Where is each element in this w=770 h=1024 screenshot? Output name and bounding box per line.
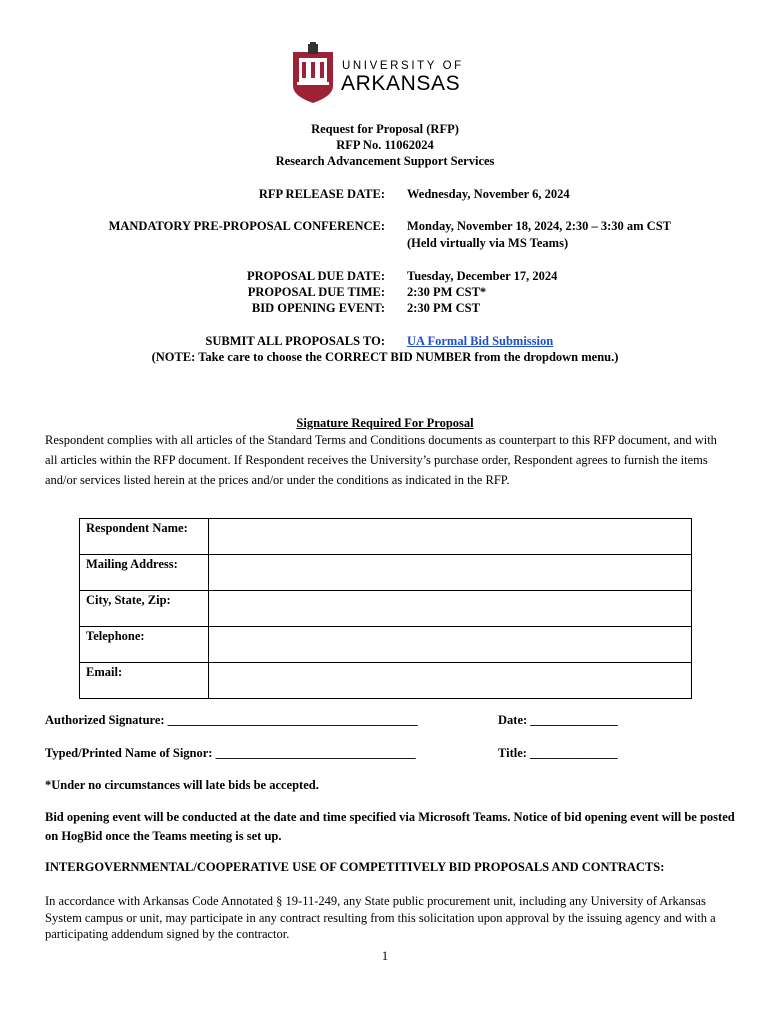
- release-date-value: Wednesday, November 6, 2024: [407, 187, 570, 201]
- typed-name-line[interactable]: Typed/Printed Name of Signor: ________________________________: [45, 746, 416, 760]
- table-row: [80, 627, 692, 663]
- rfp-number: RFP No. 11062024: [336, 138, 434, 152]
- intergov-title: INTERGOVERNMENTAL/COOPERATIVE USE OF COMPETITIVELY BID PROPOSALS AND CONTRACTS:: [45, 860, 665, 874]
- due-date-label: PROPOSAL DUE DATE:: [247, 269, 385, 283]
- mailing-address-field[interactable]: [209, 555, 692, 591]
- table-row: [80, 591, 692, 627]
- rfp-subject: Research Advancement Support Services: [275, 154, 495, 168]
- bid-opening-note: Bid opening event will be conducted at the date and time specified via Microsoft Teams. Notice of bid opening event will be posted on HogBid once the Teams meeting is set up.: [45, 810, 735, 843]
- respondent-name-label: Respondent Name:: [80, 519, 209, 555]
- email-label: Email:: [80, 663, 209, 699]
- rfp-title: Request for Proposal (RFP): [311, 122, 459, 136]
- table-row: [80, 555, 692, 591]
- telephone-label: Telephone:: [80, 627, 209, 663]
- intergov-body: In accordance with Arkansas Code Annotated § 19-11-249, any State public procurement unit, including any University of Arkansas System campus or unit, may participate in any contract resulting from this solicitation upon approval by the issuing agency and with a participating addendum signed by the contractor.: [45, 894, 716, 941]
- respondent-name-field[interactable]: [209, 519, 692, 555]
- title-line[interactable]: Title: ______________: [498, 746, 618, 760]
- table-row: [80, 663, 692, 699]
- submit-label: SUBMIT ALL PROPOSALS TO:: [205, 334, 385, 348]
- city-state-zip-label: City, State, Zip:: [80, 591, 209, 627]
- bid-opening-value: 2:30 PM CST: [407, 301, 480, 315]
- university-logo: [291, 42, 481, 106]
- date-line[interactable]: Date: ______________: [498, 713, 618, 727]
- bid-opening-label: BID OPENING EVENT:: [251, 301, 385, 315]
- conference-label: MANDATORY PRE-PROPOSAL CONFERENCE:: [108, 219, 385, 233]
- dropdown-note: (NOTE: Take care to choose the CORRECT BID NUMBER from the dropdown menu.): [151, 350, 619, 364]
- city-state-zip-field[interactable]: [209, 591, 692, 627]
- logo-university-of: UNIVERSITY OF: [342, 60, 464, 72]
- conference-value: Monday, November 18, 2024, 2:30 – 3:30 am CST: [407, 219, 672, 233]
- authorized-signature-line[interactable]: Authorized Signature: ________________________________________: [45, 713, 418, 727]
- email-field[interactable]: [209, 663, 692, 699]
- mailing-address-label: Mailing Address:: [80, 555, 209, 591]
- due-date-value: Tuesday, December 17, 2024: [407, 269, 558, 283]
- conference-note: (Held virtually via MS Teams): [407, 236, 569, 250]
- page-number: 1: [381, 949, 389, 963]
- logo-arkansas: ARKANSAS: [341, 72, 461, 95]
- formal-bid-submission-link[interactable]: UA Formal Bid Submission: [407, 334, 554, 348]
- respondent-info-table: [79, 518, 692, 699]
- old-main-seal-icon: [291, 42, 335, 104]
- table-row: [80, 519, 692, 555]
- due-time-value: 2:30 PM CST*: [407, 285, 487, 299]
- telephone-field[interactable]: [209, 627, 692, 663]
- release-date-label: RFP RELEASE DATE:: [258, 187, 385, 201]
- signature-section-title: Signature Required For Proposal: [296, 416, 474, 430]
- due-time-label: PROPOSAL DUE TIME:: [247, 285, 385, 299]
- late-bids-note: *Under no circumstances will late bids be accepted.: [45, 778, 319, 792]
- signature-section-body: Respondent complies with all articles of the Standard Terms and Conditions documents as counterpart to this RFP document, and with all articles within the RFP document. If Respondent receives the University’s purchase order, Respondent agrees to furnish the items and/or services listed herein at the prices and/or under the conditions as indicated in the RFP.: [45, 433, 717, 487]
